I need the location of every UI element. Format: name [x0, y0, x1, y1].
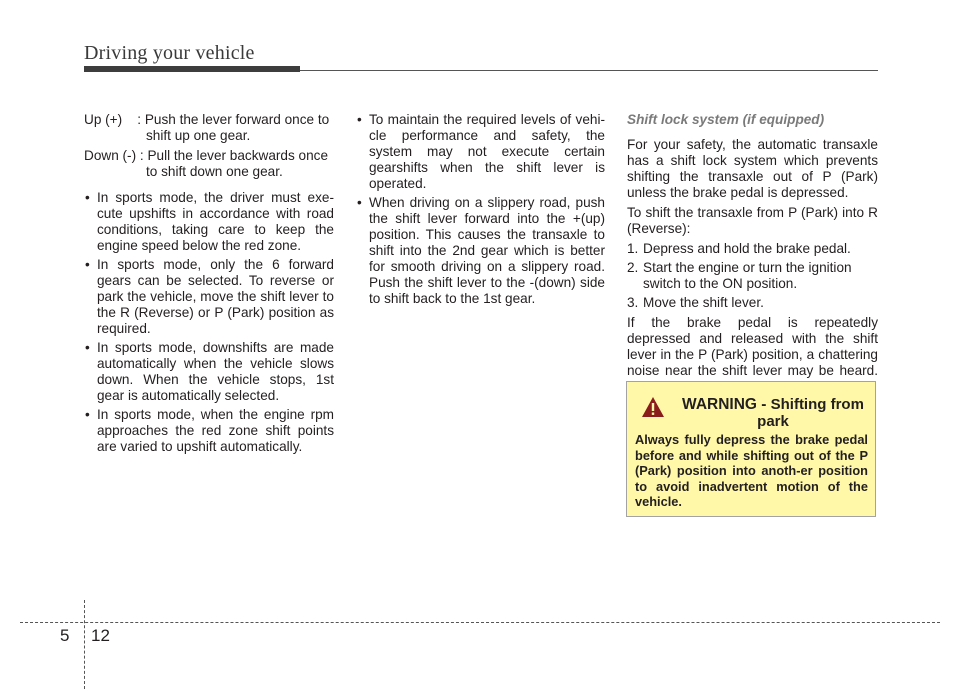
list-item: • In sports mode, when the engine rpm approaches the red zone shift points are varied to upshift automatically. [84, 407, 334, 455]
header-rule [300, 70, 878, 71]
section-title: Shift lock system (if equipped) [627, 112, 825, 127]
step-number: 1. [627, 241, 639, 256]
definition-text: : Push the lever forward once to [137, 112, 330, 127]
footer-rule [20, 622, 940, 623]
step-item [627, 260, 878, 292]
list-item: • In sports mode, downshifts are made automatically when the vehicle slows down. When the vehicle stops, 1st gear is automatically selected. [84, 340, 334, 404]
paragraph: For your safety, the automatic transaxle has a shift lock system which prevents shifting the transaxle out of P (Park) unless the brake pedal is depressed. [627, 137, 878, 200]
warning-text: Always fully depress the brake pedal before and while shifting out of the P (Park) position into anoth-er position to avoid inadvertent motion of the vehicle. [635, 432, 868, 509]
footer-divider [84, 600, 85, 689]
shifting-notes-list [356, 112, 605, 307]
step-item [627, 241, 878, 257]
step-text: Start the engine or turn the ignition switch to the ON position. [643, 260, 852, 291]
column-right [627, 112, 878, 399]
step-text: Depress and hold the brake pedal. [643, 241, 851, 256]
step-number: 3. [627, 295, 639, 310]
warning-label: WARNING - [682, 396, 767, 413]
definition-text-continued: shift up one gear. [146, 128, 251, 143]
definition-down [84, 148, 334, 180]
warning-box [626, 381, 876, 517]
list-item: • To maintain the required levels of vehi-cle performance and safety, the system may not execute certain gearshifts when the shift lever is operated. [356, 112, 605, 192]
definition-up [84, 112, 334, 144]
column-middle [356, 112, 605, 310]
step-text: Move the shift lever. [643, 295, 764, 310]
definition-text: : Pull the lever backwards once [139, 148, 329, 163]
section-number: 5 [60, 626, 70, 645]
page-header-title: Driving your vehicle [84, 42, 255, 64]
warning-subject: Shifting from park [757, 396, 864, 430]
warning-triangle-icon [641, 396, 665, 418]
list-item: • In sports mode, the driver must exe-cute upshifts in accordance with road conditions, taking care to keep the engine speed below the red zone. [84, 190, 334, 254]
list-item: • When driving on a slippery road, push the shift lever forward into the +(up) position. This causes the transaxle to shift into the 2nd gear which is better for smooth driving on a slippery road. Push the shift lever to the -(down) side to shift back to the 1st gear. [356, 195, 605, 307]
definition-term: Up (+) [84, 112, 138, 127]
steps-list [627, 241, 878, 311]
header-bar [84, 66, 300, 72]
sports-mode-list [84, 190, 334, 455]
list-item: • In sports mode, only the 6 forward gears can be selected. To reverse or park the vehicle, move the shift lever to the R (Reverse) or P (Park) position as required. [84, 257, 334, 337]
paragraph: To shift the transaxle from P (Park) into R (Reverse): [627, 205, 878, 236]
column-left [84, 112, 334, 458]
step-item [627, 295, 878, 311]
warning-title [675, 396, 871, 430]
definition-text-continued: to shift down one gear. [146, 164, 283, 179]
page-number: 12 [91, 626, 110, 645]
definition-term: Down (-) [84, 148, 140, 163]
paragraph: If the brake pedal is repeatedly depressed and released with the shift lever in the P (Park) position, a chattering noise near the shift lever may be heard. [627, 315, 878, 378]
step-number: 2. [627, 260, 639, 275]
